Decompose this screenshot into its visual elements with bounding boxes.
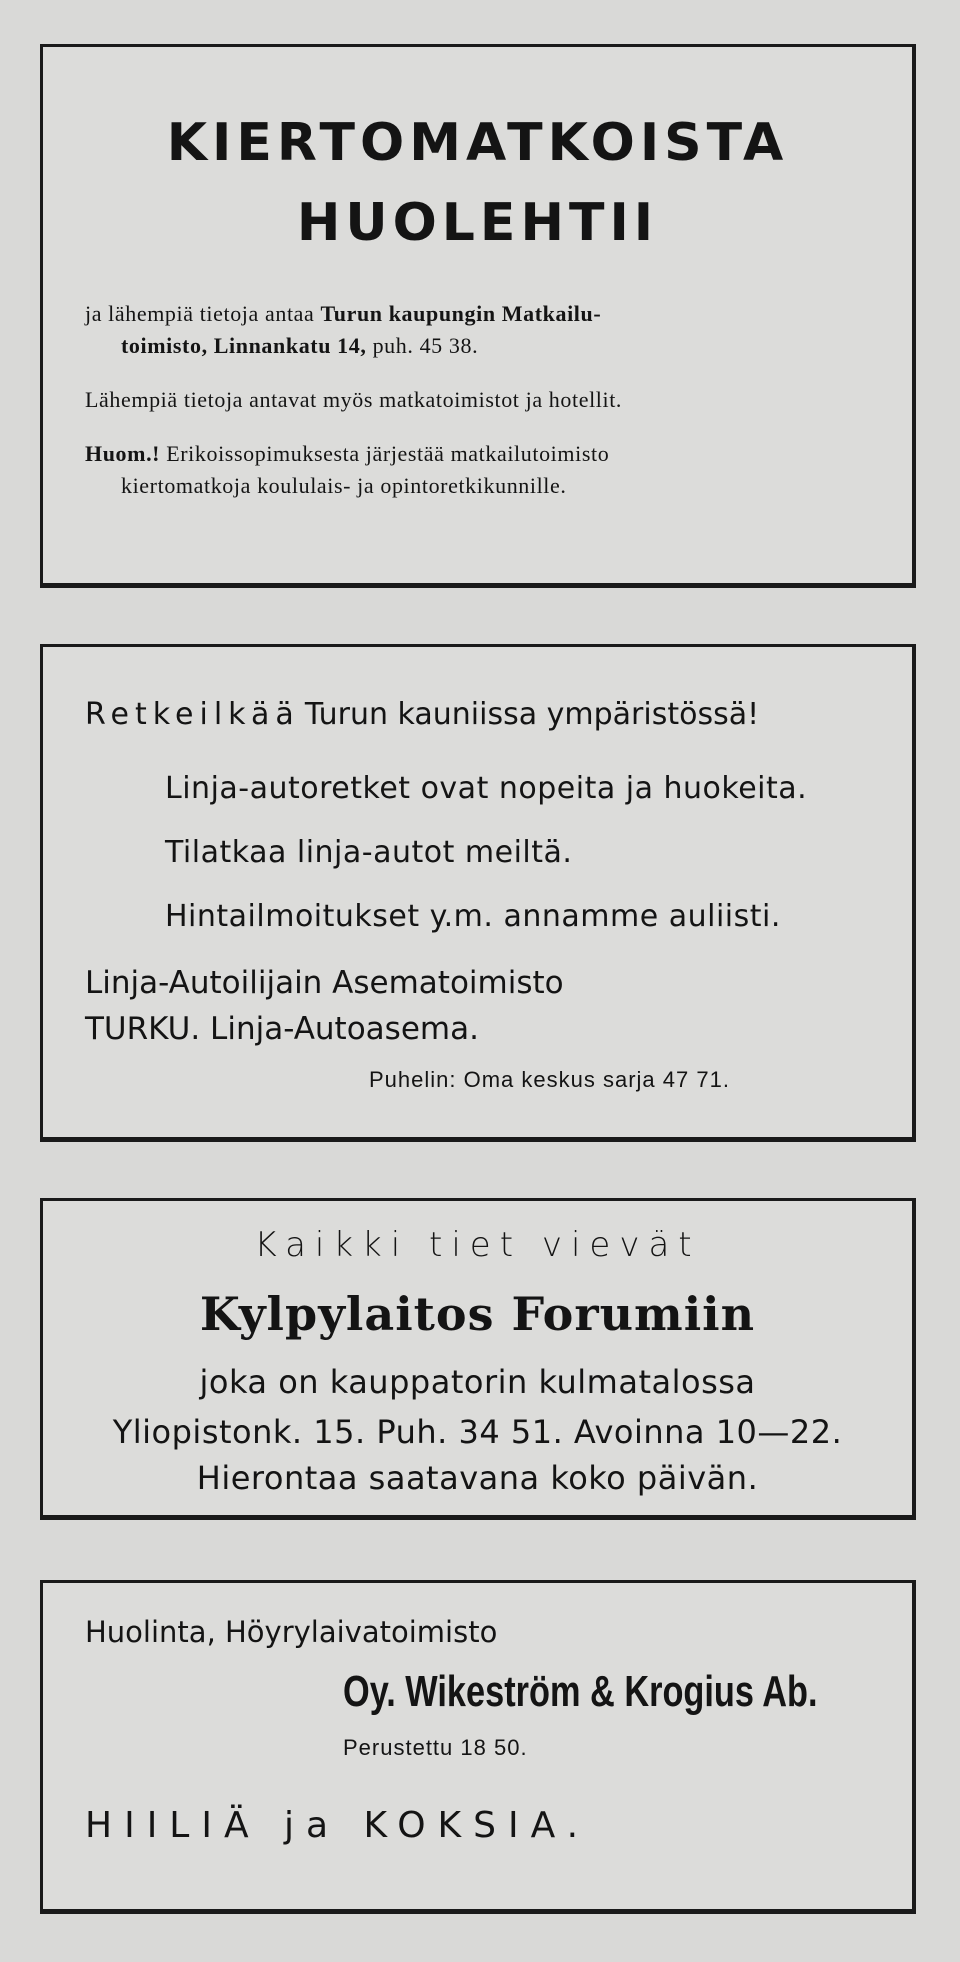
ad1-paragraph3-line1 <box>85 441 609 467</box>
ad1-p1-bold: Turun kaupungin Matkailu- <box>320 301 602 326</box>
ad1-paragraph1-line1 <box>85 301 601 327</box>
ad1-note-label: Huom.! <box>85 441 161 466</box>
ad4-founded: Perustettu 18 50. <box>343 1735 528 1760</box>
ad4-line1: Huolinta, Höyrylaivatoimisto <box>85 1615 498 1649</box>
ad-kiertomatkoista <box>40 44 916 588</box>
ad2-headline-rest: Turun kauniissa ympäristössä! <box>304 697 760 732</box>
ad-kylpylaitos-forum <box>40 1198 916 1520</box>
ad2-line3: Hintailmoitukset y.m. annamme auliisti. <box>165 899 781 934</box>
ad3-line2: joka on kauppatorin kulmatalossa <box>199 1363 756 1401</box>
ad2-headline-spaced: Retkeilkää <box>85 697 300 732</box>
ad2-headline <box>85 697 759 732</box>
ad1-note-text: Erikoissopimuksesta järjestää matkailutoimisto <box>160 441 610 466</box>
ad4-product: HIILIÄ ja KOKSIA. <box>85 1805 591 1846</box>
ad2-phone: Puhelin: Oma keskus sarja 47 71. <box>369 1067 730 1092</box>
ad3-line4: Hierontaa saatavana koko päivän. <box>196 1459 759 1497</box>
ad1-paragraph1-line2 <box>121 333 478 359</box>
ad1-p1-phone: puh. 45 38. <box>366 333 479 358</box>
ad3-line1: Kaikki tiet vievät <box>254 1225 701 1265</box>
ad1-p1-address: toimisto, Linnankatu 14, <box>121 333 367 358</box>
ad-retkeilkaa <box>40 644 916 1142</box>
ad-wikestrom-krogius <box>40 1580 916 1914</box>
ad3-name: Kylpylaitos Forumiin <box>199 1287 756 1341</box>
ad1-paragraph2: Lähempiä tietoja antavat myös matkatoimistot ja hotellit. <box>85 387 623 412</box>
ad2-firm-line1: Linja-Autoilijain Asematoimisto <box>85 965 564 1001</box>
ad2-firm-line2: TURKU. Linja-Autoasema. <box>85 1011 479 1047</box>
ad4-company: Oy. Wikeström & Krogius Ab. <box>343 1667 818 1716</box>
ad1-p1-text: ja lähempiä tietoja antaa <box>85 301 321 326</box>
ad3-line3: Yliopistonk. 15. Puh. 34 51. Avoinna 10—22. <box>112 1413 843 1451</box>
ad1-paragraph3-line2: kiertomatkoja koululais- ja opintoretkikunnille. <box>121 473 567 498</box>
ad1-heading-line1: KIERTOMATKOISTA <box>166 113 789 173</box>
ad1-heading-line2: HUOLEHTII <box>296 193 659 253</box>
ad2-line1: Linja-autoretket ovat nopeita ja huokeita. <box>165 771 808 806</box>
ad2-line2: Tilatkaa linja-autot meiltä. <box>165 835 573 870</box>
